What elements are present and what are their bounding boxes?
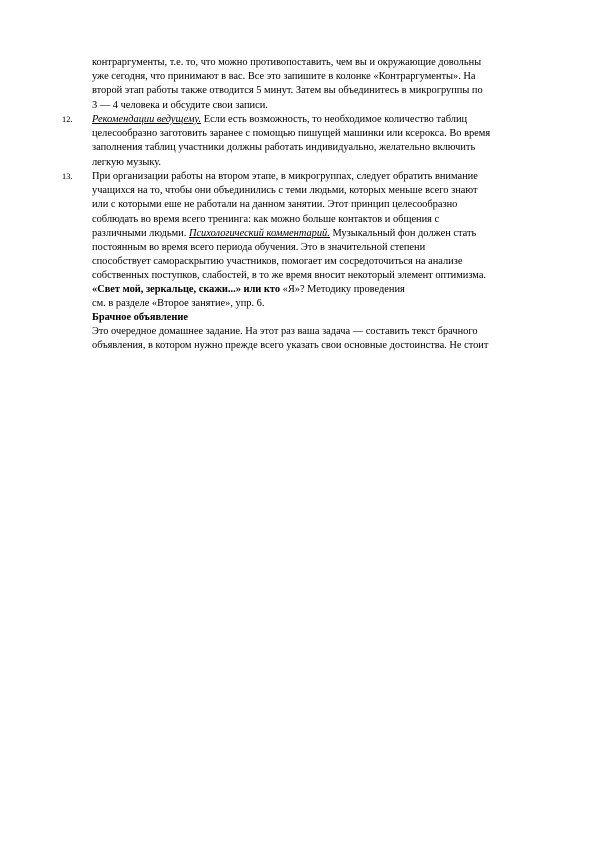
text-line	[92, 283, 562, 297]
list-item-12	[92, 113, 562, 170]
text-fragment: Если есть возможность, то необходимое количество таблиц	[201, 114, 468, 125]
list-number-13: 13.	[62, 172, 73, 181]
text-line: см. в разделе «Второе занятие», упр. 6.	[92, 298, 265, 310]
text-line: целесообразно заготовить заранее с помощью пишущей машинки или ксерокса. Во время	[92, 128, 491, 140]
text-line: При организации работы на втором этапе, в микрогруппах, следует обратить внимание	[92, 171, 478, 182]
list-number-12: 12.	[62, 115, 73, 124]
psych-comment-label: Психологический комментарий.	[188, 227, 330, 239]
recommendations-label: Рекомендации ведущему.	[92, 114, 202, 125]
section-heading: Брачное объявление	[92, 312, 188, 323]
text-fragment: Музыкальный фон должен стать	[329, 227, 477, 239]
text-line: контраргументы, т.е. то, что можно противопоставить, чем вы и окружающие довольны	[92, 57, 482, 68]
text-line: Это очередное домашнее задание. На этот раз ваша задача — составить текст брачного	[92, 326, 478, 338]
text-line: постоянным во время всего периода обучения. Это в значительной степени	[92, 241, 426, 253]
text-line: соблюдать во время всего тренинга: как можно больше контактов и общения с	[92, 213, 440, 225]
exercise-title: «Свет мой, зеркальце, скажи...» или кто	[92, 284, 281, 295]
text-line: 3 — 4 человека и обсудите свои записи.	[92, 99, 268, 111]
text-line	[92, 227, 562, 241]
list-item-13	[92, 170, 562, 284]
text-line: легкую музыку.	[92, 156, 162, 168]
text-line: объявления, в котором нужно прежде всего указать свои основные достоинства. Не стоит	[92, 340, 489, 352]
text-line: или с которыми еше не работали на данном занятии. Этот принцип целесообразно	[92, 199, 458, 211]
text-line: заполнения таблиц участники должны работать индивидуально, желательно включить	[92, 142, 476, 154]
paragraph-continuation	[92, 56, 562, 113]
marriage-ad-section	[92, 311, 562, 354]
mirror-exercise	[92, 283, 562, 311]
text-line: второй этап работы также отводится 5 минут. Затем вы объединитесь в микрогруппы по	[92, 85, 483, 97]
text-fragment: «Я»? Методику проведения	[280, 284, 405, 295]
text-fragment: различными людьми.	[92, 227, 189, 239]
text-line: учащихся на то, чтобы они объединились с теми людьми, которых меньше всего знают	[92, 185, 478, 197]
text-line: уже сегодня, что принимают в вас. Все это запишите в колонке «Контраргументы». На	[92, 71, 476, 83]
text-line: способствует самораскрытию участников, помогает им сосредоточиться на анализе	[92, 256, 463, 268]
text-line: собственных поступков, слабостей, в то же время вносит некоторый элемент оптимизма.	[92, 270, 487, 282]
text-line	[92, 113, 562, 127]
